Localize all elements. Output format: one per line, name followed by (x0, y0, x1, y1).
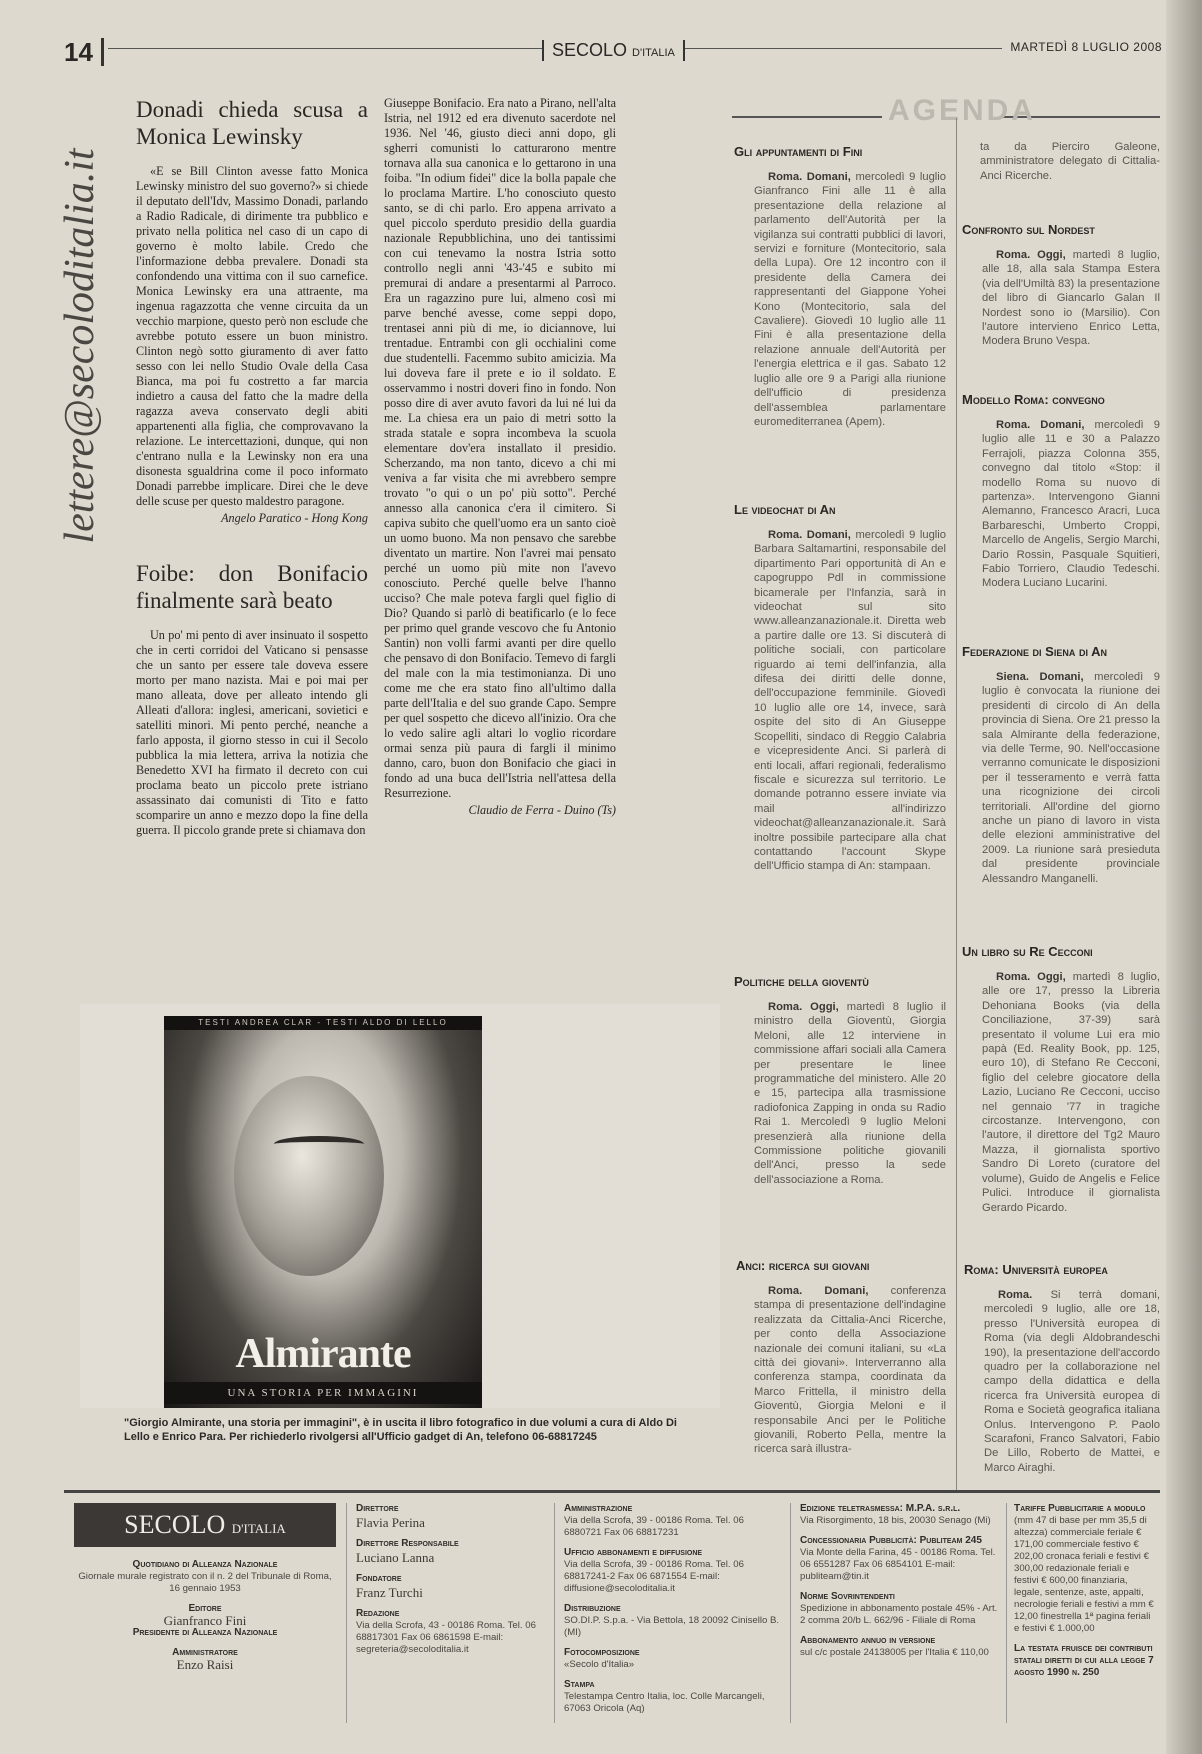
portrait-face (234, 1076, 384, 1276)
agenda-lead-videochat: Roma. Domani, (768, 529, 851, 541)
agenda-text-re-cecconi (982, 970, 1160, 1215)
colophon-uff-label: Ufficio abbonamenti e diffusione (564, 1547, 703, 1558)
agenda-body-modello-roma: mercoledì 9 luglio alle 11 e 30 a Palazzo Ferrajoli, piazza Colonna 355, convegno dal titolo «Stop: il modello Roma su nuovo di partenza». Intervengono Gianni Alemanno, Francesco Aracri, Luca Barbareschi, Umberto Croppi, Marcello de Angelis, Sergio Marchi, Dario Rossin, Pasquale Squitieri, Fabio Torriero, Claudio Tedeschi. Modera Luciano Lucarini. (982, 419, 1160, 590)
agenda-body-siena: mercoledì 9 luglio è convocata la riunione dei presidenti di circolo di An della provincia di Siena. Ore 21 presso la sala Almirante della federazione, via delle Terme, 90. Nell'occasione verranno comunicate le disposizioni per il tesseramento e verrà fatta una ricognizione dei circoli territoriali. All'ordine del giorno anche un piano di lavoro in vista delle elezioni amministrative del 2009. La riunione sarà presieduta dal presidente provinciale Alessandro Manganelli. (982, 671, 1161, 885)
page-fold-shadow (1166, 0, 1202, 1754)
agenda-heading-fini: Gli appuntamenti di Fini (734, 144, 863, 159)
book-cover-subtitle: UNA STORIA PER IMMAGINI (164, 1382, 482, 1404)
agenda-text-anci (754, 1284, 946, 1457)
agenda-heading-anci: Anci: ricerca sui giovani (736, 1258, 870, 1273)
agenda-body-anci: conferenza stampa di presentazione dell'indagine realizzata da Cittalia-Anci Ricerche, per conto della Associazione nazionale dei comuni italiani, su «La città dei giovani». Interverranno alla conferenza stampa, coordinata da Marco Frittella, il ministro della Gioventù, Giorgia Meloni e il responsabile Anci per le Politiche giovanili, Roberto Pella, mentre la ricerca sarà illustra- (754, 1285, 946, 1456)
colophon-rates (1014, 1503, 1156, 1679)
colophon-stampa-label: Stampa (564, 1679, 595, 1690)
agenda-lead-anci: Roma. Domani, (768, 1285, 869, 1297)
colophon-stampa: Telestampa Centro Italia, loc. Colle Marcangeli, 67063 Oricola (Aq) (564, 1691, 765, 1714)
colophon-sep-1 (346, 1503, 347, 1723)
agenda-text-universita (984, 1288, 1160, 1475)
issue-date: MARTEDÌ 8 LUGLIO 2008 (1002, 40, 1162, 54)
agenda-lead-universita: Roma. (998, 1289, 1033, 1301)
colophon-ed-tel: Via Risorgimento, 18 bis, 20030 Senago (Mi) (800, 1515, 991, 1526)
colophon-editore-label: Editore (188, 1603, 222, 1614)
portrait-eyes (274, 1136, 364, 1152)
colophon-sep-3 (790, 1503, 791, 1723)
colophon-fondatore: Franz Turchi (356, 1585, 423, 1600)
colophon-dir-resp-label: Direttore Responsabile (356, 1538, 459, 1549)
agenda-body-anci-continued: ta da Pierciro Galeone, amministratore delegato di Cittalia-Anci Ricerche. (980, 141, 1160, 182)
colophon-ed-tel-label: Edizione teletrasmessa: M.P.A. s.r.l. (800, 1503, 961, 1514)
masthead-suffix: D'ITALIA (632, 47, 675, 59)
colophon-tariffe-label: Tariffe Pubblicitarie a modulo (1014, 1503, 1146, 1514)
agenda-column-divider (956, 118, 957, 1490)
letter-2-body-start: Un po' mi pento di aver insinuato il sospetto che in certi corridoi del Vaticano si pensasse che un santo per essere tale doveva essere morto per mano nazista. Mai e poi mai per mano alleata, dove per alleato intendo gli Alleati d'allora: inglesi, americani, sovietici e satelliti minori. Mi pento perché, neanche a farlo apposta, il giorno stesso in cui il Secolo pubblica la mia lettera, arriva la notizia che Benedetto XVI ha firmato il decreto con cui proclama beato un piccolo prete istriano assassinato dai comunisti di Tito e fatto scomparire un anno e mezzo dopo la fine della guerra. Il piccolo grande prete si chiamava don (136, 628, 368, 837)
book-advert (80, 1004, 720, 1443)
agenda-heading-gioventu: Politiche della gioventù (734, 974, 869, 989)
page-number: 14 (64, 38, 104, 66)
agenda-lead-modello-roma: Roma. Domani, (996, 419, 1085, 431)
agenda-lead-re-cecconi: Roma. Oggi, (996, 971, 1066, 983)
agenda-body-nordest: martedì 8 luglio, alle 18, alla sala Stampa Estera (via dell'Umiltà 83) la presentazione del libro di Giancarlo Galan Il Nordest sono io (Marsilio). Con l'autore intervieno Enrico Letta, Modera Bruno Vespa. (982, 249, 1160, 348)
colophon-tariffe: (mm 47 di base per mm 35,5 di altezza) commerciale feriale € 171,00 commerciale festivo € 202,00 cronaca feriali e festivi € 300,00 redazionale feriali e festivi € 600,00 finanziaria, legale, sentenze, aste, appalti, necrologie feriali e festivi a mm € 12,00 finestrella 1ª pagina feriali e festivi € 1.000,00 (1014, 1515, 1154, 1634)
agenda-lead-gioventu: Roma. Oggi, (768, 1001, 839, 1013)
colophon-sep-4 (1006, 1503, 1007, 1723)
colophon-redazione: Via della Scrofa, 43 - 00186 Roma. Tel. 06 68817301 Fax 06 6861598 E-mail: segreteria@secoloditalia.it (356, 1620, 536, 1655)
colophon-norme-label: Norme Sovrintendenti (800, 1591, 895, 1602)
colophon-norme: Spedizione in abbonamento postale 45% - Art. 2 comma 20/b L. 662/96 - Filiale di Roma (800, 1603, 998, 1626)
colophon-amm: Via della Scrofa, 39 - 00186 Roma. Tel. 06 6880721 Fax 06 68817231 (564, 1515, 744, 1538)
agenda-text-gioventu (754, 1000, 946, 1187)
page-header (64, 34, 1162, 68)
agenda-body-gioventu: martedì 8 luglio il ministro della Gioventù, Giorgia Meloni, alle 12 interviene in commissione affari sociali alla Camera per presentare le linee programmatiche del ministero. Alle 20 e 15, partecipa alla trasmissione radiofonica Zapping in onda su Radio Rai 1. Mercoledì 9 luglio Meloni presenzierà alla riunione della Commissione politiche giovanili dell'Anci, presso la sede dell'associazione a Roma. (754, 1001, 947, 1186)
agenda-body-re-cecconi: martedì 8 luglio, alle ore 17, presso la Libreria Dehoniana Books (via della Conciliazione, 37-39) sarà presentato il volume Lui era mio papà (Ed. Reality Book, pp. 125, euro 10), di Stefano Re Cecconi, figlio del celebre giocatore della Lazio, Luciano Re Cecconi, ucciso nel gennaio '77 in tragiche circostanze. Intervengono, con l'autore, il direttore del Tg2 Mauro Mazza, il giornalista sportivo Sandro Di Loreto (curatore del volume), Guido de Angelis e Felice Pulici. Introduce il giornalista Gerardo Picardo. (982, 971, 1160, 1214)
letters-email[interactable]: lettere@secoloditalia.it (57, 148, 103, 544)
colophon-publisher (74, 1559, 336, 1679)
colophon-logo-suffix: D'ITALIA (231, 1521, 286, 1536)
masthead-small (542, 40, 685, 61)
agenda-heading-nordest: Confronto sul Nordest (962, 222, 1095, 237)
colophon (64, 1490, 1160, 1737)
colophon-sep-2 (554, 1503, 555, 1723)
letter-1-body: «E se Bill Clinton avesse fatto Monica Lewinsky ministro del suo governo?» si chiede il deputato dell'Idv, Massimo Donadi, parlando a Radio Radicale, di dirimente tra pubblico e privato nella politica nel caso di un capo di governo è molto labile. Credo che l'informazione debba prevalere. Donadi sta confondendo una vittima con il suo carnefice. Monica Lewinsky era una attraente, ma ingenua ragazzotta che venne circuita da un vecchio marpione, questo però non esclude che avrebbe potuto essere un buon ministro. Clinton negò sotto giuramento di aver fatto sesso con lei nello Studio Ovale della Casa Bianca, ma poi fu costretto a far marcia indietro a causa del fatto che la madre della ragazza aveva conservato degli abiti appartenenti alla figlia, che comprovavano la relazione. Le intercettazioni, dunque, qui non c'entrano nulla e la Lewinsky non era una disonesta sgualdrina come il poco informato Donadi parrebbe implicare. Direi che le deve delle scuse per questo maldestro paragone. (136, 164, 368, 508)
colophon-distr: SO.DI.P. S.p.a. - Via Bettola, 18 20092 Cinisello B. (MI) (564, 1615, 780, 1638)
letter-1-signature: Angelo Paratico - Hong Kong (221, 511, 368, 525)
agenda-text-anci-continued (980, 140, 1160, 183)
colophon-edition (800, 1503, 998, 1659)
colophon-subtitle: Quotidiano di Alleanza Nazionale (132, 1559, 278, 1570)
colophon-direttore-label: Direttore (356, 1503, 399, 1514)
agenda-body-universita: Si terrà domani, mercoledì 9 luglio, alle ore 18, presso l'Università europea di Roma (via degli Aldobrandeschi 190), la presentazione dell'accordo quadro per la collaborazione nel campo della didattica e della ricerca fra Università europea di Roma e Società geografica italiana Onlus. Intervengono P. Paolo Scarafoni, Franco Salvatori, Fabio De Lillo, Roberto de Mattei, e Marco Airaghi. (984, 1289, 1161, 1474)
letter-2-body-continued: Giuseppe Bonifacio. Era nato a Pirano, nell'alta Istria, nel 1912 ed era divenuto sacerdote nel 1936. Nel '46, giusto dieci anni dopo, gli sgherri comunisti lo catturarono mentre tornava alla sua canonica e lo gettarono in una foiba. "In odium fidei" dice la bolla papale che lo proclama Martire. L'ho conosciuto questo santo, se di chi parlo. Ero appena arrivato a quel piccolo sperduto presidio della guardia nazionale Repubblichina, uno dei tantissimi con cui tenevamo la nostra Istria sotto controllo negli anni '43-'45 e subito mi premurai di andare a presentarmi al Parroco. Era un ragazzino pure lui, almeno così mi parve benché avesse, come seppi dopo, trentasei anni più di me, io diciannove, lui trentadue. Entrambi con gli occhialini come due studentelli. Facemmo subito amicizia. Ma lui doveva fare il prete e io il soldato. E osservammo i nostri doveri fino in fondo. Non posso dire di aver avuto favori da lui né lui da me. La chiesa era un paio di metri sotto la strada statale e sopra incombeva la scuola elementare dov'era installato il presidio. Scherzando, ma non tanto, dicevo a chi mi veniva a far visita che mi avrebbero sempre trovato "o qui o un po' più sotto". Perché annesso alla canonica c'era il cimitero. Si capiva subito che quell'uomo era un santo cioè un uomo buono. Ma non pensavo che sarebbe diventato un martire. Non l'avrei mai pensato perché un uomo più mite non l'avevo conosciuto. Perché quelle belve l'hanno ucciso? Che male poteva fargli quel figlio di Dio? Quando si parlò di beatificarlo (e lo fece per primo quel grande vescovo che fu Antonio Santin) non volli farmi avanti per dire quello che pensavo di don Bonifacio. Temevo di fargli del male con la mia testimonianza. Di uno come me che era stato fino all'ultimo dalla parte dell'Italia e del suo grande Capo. Sempre per quel sospetto che dicevo all'inizio. Ora che lo vedo salire agli altari lo voglio ricordare ormai senza più paura di fargli il minimo danno, caro, buon don Bonifacio che giaci in fondo ad una buca dell'Istria nell'attesa della Resurrezione. (384, 96, 616, 800)
colophon-conc: Via Monte della Farina, 45 - 00186 Roma. Tel. 06 6551287 Fax 06 6854101 E-mail: publiteam@tin.it (800, 1547, 996, 1582)
colophon-amm-label: Amministrazione (564, 1503, 633, 1514)
book-cover-title: Almirante (235, 1331, 411, 1377)
book-cover-band: TESTI ANDREA CLAR - TESTI ALDO DI LELLO (164, 1016, 482, 1030)
agenda-text-siena (982, 670, 1160, 886)
letters-column-2 (384, 96, 616, 818)
agenda-text-videochat (754, 528, 946, 874)
letters-column-1 (136, 96, 368, 838)
colophon-amministratore-label: Amministratore (172, 1647, 238, 1658)
colophon-presidente-label: Presidente di Alleanza Nazionale (132, 1627, 278, 1638)
agenda-text-fini (754, 170, 946, 429)
colophon-distr-label: Distribuzione (564, 1603, 621, 1614)
agenda-body-fini: mercoledì 9 luglio Gianfranco Fini alle 11 è alla presentazione della relazione al parlamento dell'Autorità per la vigilanza sui contratti pubblici di lavori, servizi e forniture (Montecitorio, sala della Lupa). Ore 12 incontro con il presidente della Camera dei rappresentanti del Giappone Yohei Kono (Montecitorio, sala del Cavaliere). Giovedì 10 luglio alle 11 Fini è alla presentazione della relazione annuale dell'Autorità per l'energia elettrica e il gas. Sabato 12 luglio alle ore 9 a Parigi alla riunione dell'ufficio di presidenza dell'assemblea parlamentare euromediterranea (Apem). (754, 171, 947, 428)
colophon-abb-label: Abbonamento annuo in versione (800, 1635, 936, 1646)
book-caption: "Giorgio Almirante, una storia per immagini", è in uscita il libro fotografico in due volumi a cura di Aldo Di Lello e Enrico Para. Per richiederlo rivolgersi all'Ufficio gadget di An, telefono 06-68817245 (124, 1417, 677, 1443)
agenda-text-modello-roma (982, 418, 1160, 591)
agenda-heading-videochat: Le videochat di An (734, 502, 836, 517)
colophon-conc-label: Concessionaria Pubblicità: Publiteam 245 (800, 1535, 982, 1546)
colophon-fondatore-label: Fondatore (356, 1573, 402, 1584)
letter-2-signature: Claudio de Ferra - Duino (Ts) (468, 803, 616, 817)
agenda-lead-nordest: Roma. Oggi, (996, 249, 1066, 261)
agenda-body-videochat: mercoledì 9 luglio Barbara Saltamartini, responsabile del dipartimento Pari opportunità di An e capogruppo Pdl in commissione bicamerale per l'Infanzia, sarà in videochat sul sito www.alleanzanazionale.it. Diretta web a partire dalle ore 13. Si discuterà di politiche sociali, con particolare riguardo ai temi dell'infanzia, alla difesa dei diritti delle donne, dell'occupazione femminile. Giovedì 10 luglio alle ore 14, invece, sarà ospite del sito di An Giuseppe Scopelliti, sindaco di Reggio Calabria e vicepresidente Anci. Si parlerà di enti locali, affari regionali, federalismo fiscale e sicurezza sul territorio. Le domande potranno essere inviate via mail all'indirizzo videochat@alleanzanazionale.it. Sarà inoltre possibile partecipare alla chat contattando l'account Skype dell'Ufficio stampa di An: stampaan. (754, 529, 947, 873)
colophon-footnote: La testata fruisce dei contributi statali diretti di cui alla legge 7 agosto 1990 n. 250 (1014, 1643, 1154, 1678)
colophon-direttore: Flavia Perina (356, 1515, 425, 1530)
agenda-text-nordest (982, 248, 1160, 349)
agenda-heading-universita: Roma: Università europea (964, 1262, 1108, 1277)
agenda-rule-left (732, 116, 882, 118)
agenda-lead-fini: Roma. Domani, (768, 171, 851, 183)
colophon-redazione-label: Redazione (356, 1608, 400, 1619)
colophon-amministratore: Enzo Raisi (176, 1657, 234, 1672)
colophon-uff: Via della Scrofa, 39 - 00186 Roma. Tel. 06 68817241-2 Fax 06 6871554 E-mail: diffusione@secoloditalia.it (564, 1559, 744, 1594)
colophon-direction (356, 1503, 546, 1656)
agenda-heading-siena: Federazione di Siena di An (962, 644, 1107, 659)
letter-2-title: Foibe: don Bonifacio finalmente sarà beato (136, 561, 368, 613)
colophon-foto: «Secolo d'Italia» (564, 1659, 635, 1670)
agenda-title: AGENDA (888, 94, 1037, 127)
masthead-name: SECOLO (552, 40, 628, 60)
agenda-heading-modello-roma: Modello Roma: convegno (962, 392, 1105, 407)
colophon-logo-name: SECOLO (124, 1510, 226, 1539)
colophon-dir-resp: Luciano Lanna (356, 1550, 435, 1565)
letters-email-banner[interactable] (56, 96, 104, 596)
colophon-foto-label: Fotocomposizione (564, 1647, 640, 1658)
letter-1-title: Donadi chieda scusa a Monica Lewinsky (136, 97, 368, 149)
agenda-heading-re-cecconi: Un libro su Re Cecconi (962, 944, 1093, 959)
book-cover-image (164, 1016, 482, 1408)
colophon-registration: Giornale murale registrato con il n. 2 del Tribunale di Roma, 16 gennaio 1953 (78, 1571, 332, 1594)
colophon-logo (74, 1503, 336, 1547)
agenda-lead-siena: Siena. Domani, (996, 671, 1084, 683)
colophon-abb: sul c/c postale 24138005 per l'Italia € 110,00 (800, 1647, 989, 1658)
colophon-editore: Gianfranco Fini (163, 1613, 247, 1628)
colophon-administration (564, 1503, 782, 1715)
